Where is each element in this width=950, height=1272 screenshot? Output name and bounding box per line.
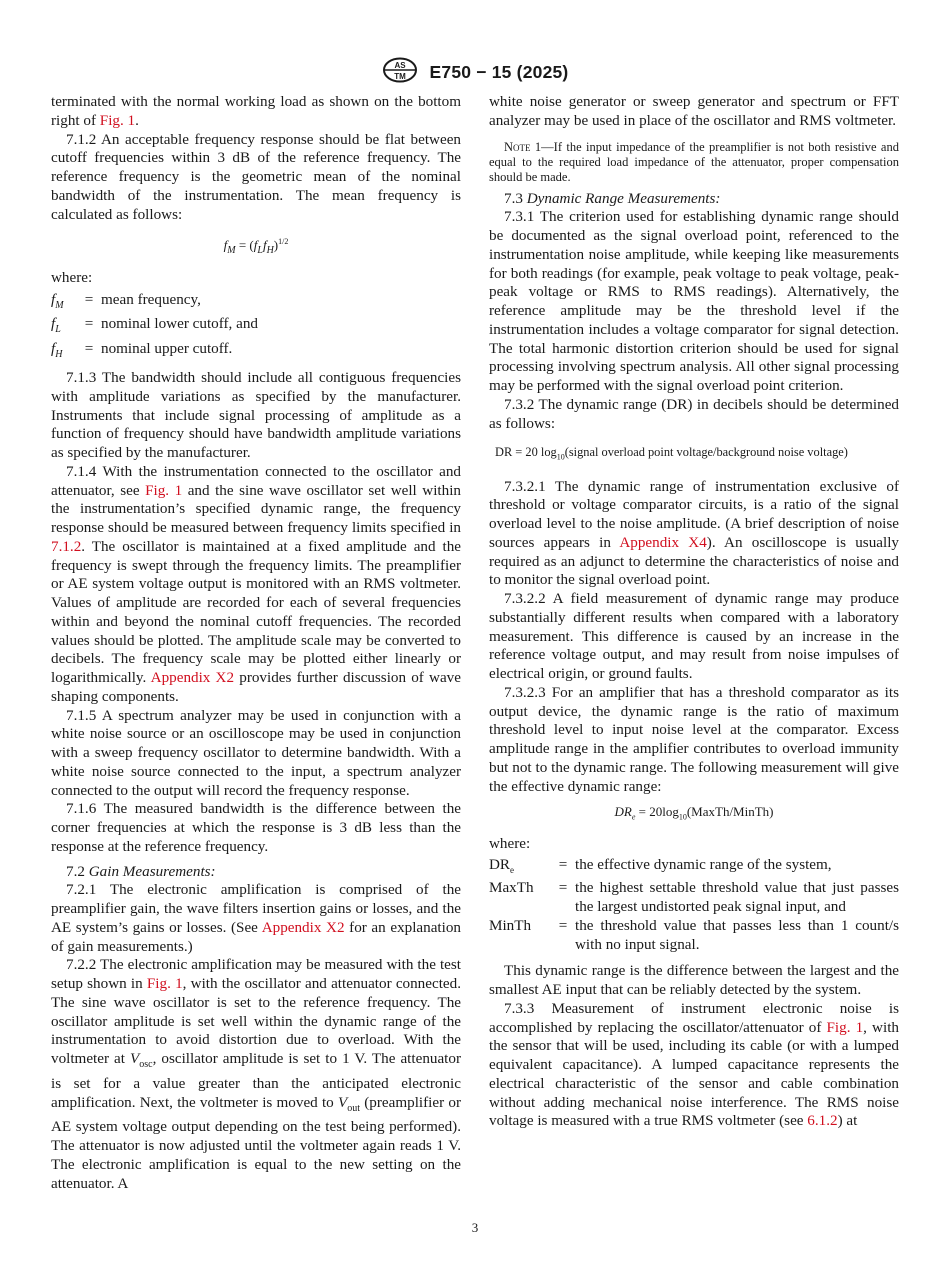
fig-1-link[interactable]: Fig. 1 xyxy=(146,975,183,993)
equation-mean-frequency: $f_M = (f_Lf_H)^{1/2}$ xyxy=(223,237,289,257)
paragraph-7-2-1: 7.2.1 The electronic amplification is comprised of the preamplifier gain, the wave filters insertion gains or losses, and the AE system’s gains or losses. (See Appendix X2 for an explanation of gain measurements.) xyxy=(51,881,461,955)
appendix-x2-link[interactable]: Appendix X2 xyxy=(261,918,345,936)
fig-1-link[interactable]: Fig. 1 xyxy=(145,481,183,499)
section-heading-7-3: 7.3 Dynamic Range Measurements: xyxy=(504,189,721,207)
equation-effective-dynamic-range: $DR_e$ = $20\log_{10}(MaxTh/MinTh)$ xyxy=(614,804,774,823)
paragraph-continuation: white noise generator or sweep generator and spectrum or FFT analyzer may be used in place of the oscillator and RMS voltmeter. xyxy=(489,93,899,129)
paragraph-dynamic-range-difference: This dynamic range is the difference between the largest and the smallest AE input that can be reliably detected by the system. xyxy=(489,962,899,999)
definition-fm: $f_M$ = mean frequency, xyxy=(51,290,201,311)
appendix-x4-link[interactable]: Appendix X4 xyxy=(619,533,707,551)
paragraph-7-3-2: 7.3.2 The dynamic range (DR) in decibels should be determined as follows: xyxy=(489,395,899,432)
section-6-1-2-link[interactable]: 6.1.2 xyxy=(807,1112,838,1130)
definition-fl: $f_L$ = nominal lower cutoff, and xyxy=(51,315,258,336)
svg-text:TM: TM xyxy=(393,72,406,81)
paragraph-7-1-6: 7.1.6 The measured bandwidth is the difference between the corner frequencies at which the response is 3 dB less than the response at the reference frequency. xyxy=(51,800,461,855)
definition-minth: MinTh = the threshold value that passes less than 1 count/s with no input signal. xyxy=(489,916,899,953)
paragraph-7-1-4: 7.1.4 With the instrumentation connected to the oscillator and attenuator, see Fig. 1 and the sine wave oscillator set well within the instrumentation’s specified dynamic range, the frequency response should be measured between frequency limits specified in 7.1.2. The oscillator is maintained at a fixed amplitude and the frequency is swept through the frequency limits. The preamplifier or AE system voltage output is monitored with an RMS voltmeter. Values of amplitude are recorded for each of several frequencies within and beyond the nominal cutoff frequencies. The recorded values should be plotted. The amplitude scale may be converted to decibels. The frequency scale may be plotted either linearly or logarithmically. Appendix X2 provides further discussion of wave shaping components. xyxy=(51,462,461,705)
paragraph-7-3-2-1: 7.3.2.1 The dynamic range of instrumentation exclusive of threshold or voltage comparator circuits, is a ratio of the signal overload level to the noise amplitude. (A brief description of noise sources appears in Appendix X4). An oscilloscope is usually required as an adjunct to determine the characteristics of noise and to monitor the signal overload point. xyxy=(489,477,899,589)
standard-designation: E750 − 15 (2025) xyxy=(429,62,569,82)
definition-list-fm xyxy=(51,291,461,365)
paragraph-7-1-3: 7.1.3 The bandwidth should include all contiguous frequencies with amplitude variations as specified by the manufacturer. Instruments that include signal processing of amplitude as a function of frequency should have bandwidth amplitude variations as specified by the manufacturer. xyxy=(51,369,461,462)
section-heading-7-2: 7.2 Gain Measurements: xyxy=(66,862,216,880)
section-7-1-2-link[interactable]: 7.1.2 xyxy=(51,537,82,555)
definition-fh: $f_H$ = nominal upper cutoff. xyxy=(51,340,233,361)
fig-1-link[interactable]: Fig. 1 xyxy=(826,1018,864,1036)
paragraph-continuation: terminated with the normal working load as shown on the bottom right of Fig. 1. xyxy=(51,93,461,129)
svg-text:AS: AS xyxy=(393,61,406,70)
page-header xyxy=(0,57,950,88)
paragraph-7-1-2: 7.1.2 An acceptable frequency response should be flat between cutoff frequencies within 3 dB of the reference frequency. The reference frequency is the geometric mean of the nominal bandwidth of the instrumentation. The mean frequency is calculated as follows: xyxy=(51,130,461,223)
where-label: where: xyxy=(51,268,93,286)
definition-dre: $DR_e$ = the effective dynamic range of the system, xyxy=(489,855,832,875)
paragraph-7-2-2: 7.2.2 The electronic amplification may be measured with the test setup shown in Fig. 1, with the oscillator and attenuator connected. The sine wave oscillator is set to the reference frequency. The oscillator amplitude is set well within the dynamic range of the instrumentation to avoid distortion due to overload. With the voltmeter at $V_{osc}$, oscillator amplitude is set to 1 V. The attenuator is set for a value greater than the anticipated electronic amplification. Next, the voltmeter is moved to $V_{out}$ (preamplifier or AE system voltage output depending on the test being performed). The attenuator is now adjusted until the voltmeter again reads 1 V. The electronic amplification is equal to the new setting on the attenuator. A xyxy=(51,956,461,1192)
where-label: where: xyxy=(489,834,531,852)
right-column xyxy=(489,93,899,1131)
fig-1-link[interactable]: Fig. 1 xyxy=(99,111,136,129)
paragraph-7-3-1: 7.3.1 The criterion used for establishing dynamic range should be documented as the signal overload point, referenced to the instrumentation noise amplitude, while keeping like measurements for both readings (for example, peak voltage to peak voltage, peak-peak voltage or RMS to RMS readings). Alternatively, the reference amplitude may be the threshold level if the instrumentation includes a voltage comparator for signal detection. The total harmonic distortion criterion should be used for signal processing involving spectrum analysis. All other signal processing may be performed with the signal overload point criterion. xyxy=(489,208,899,395)
paragraph-7-3-3: 7.3.3 Measurement of instrument electronic noise is accomplished by replacing the oscillator/attenuator of Fig. 1, with the sensor that will be used, including its cable (or with a lumped equivalent capacitance). A lumped capacitance represents the electrical characteristic of the sensor and cable combination without adding mechanical noise interference. The RMS noise voltage is measured with a true RMS voltmeter (see 6.1.2) at xyxy=(489,999,899,1130)
appendix-x2-link[interactable]: Appendix X2 xyxy=(150,669,235,687)
note-1: Note 1—If the input impedance of the preamplifier is not both resistive and equal to the required load impedance of the attenuator, proper compensation should be made. xyxy=(489,139,899,185)
page-number: 3 xyxy=(471,1220,479,1235)
paragraph-7-1-5: 7.1.5 A spectrum analyzer may be used in conjunction with a white noise source or an oscilloscope may be used in conjunction with a sweep frequency oscillator to determine bandwidth. With a white noise source connected to the input, a spectrum analyzer connected to the output will record the frequency response. xyxy=(51,706,461,799)
left-column xyxy=(51,93,461,1193)
definition-list-dre xyxy=(489,856,899,955)
equation-dynamic-range: DR = 20 $\log_{10}(signal$ overload point voltage/background noise voltage) xyxy=(495,445,848,462)
astm-logo-icon xyxy=(382,57,418,88)
paragraph-7-3-2-3: 7.3.2.3 For an amplifier that has a threshold comparator as its output device, the dynamic range is the ratio of maximum threshold level to input noise level at the comparator. Excess amplitude range in the amplifier contributes to overload immunity but not to the dynamic range. The following measurement will give the effective dynamic range: xyxy=(489,683,899,795)
definition-maxth: MaxTh = the highest settable threshold value that just passes the largest undistorted peak signal input, and xyxy=(489,879,899,916)
paragraph-7-3-2-2: 7.3.2.2 A field measurement of dynamic range may produce substantially different results when compared with a laboratory measurement. This difference is caused by an increase in the reference voltage output, and may result from noise impulses of electrical origin, or ground faults. xyxy=(489,590,899,683)
